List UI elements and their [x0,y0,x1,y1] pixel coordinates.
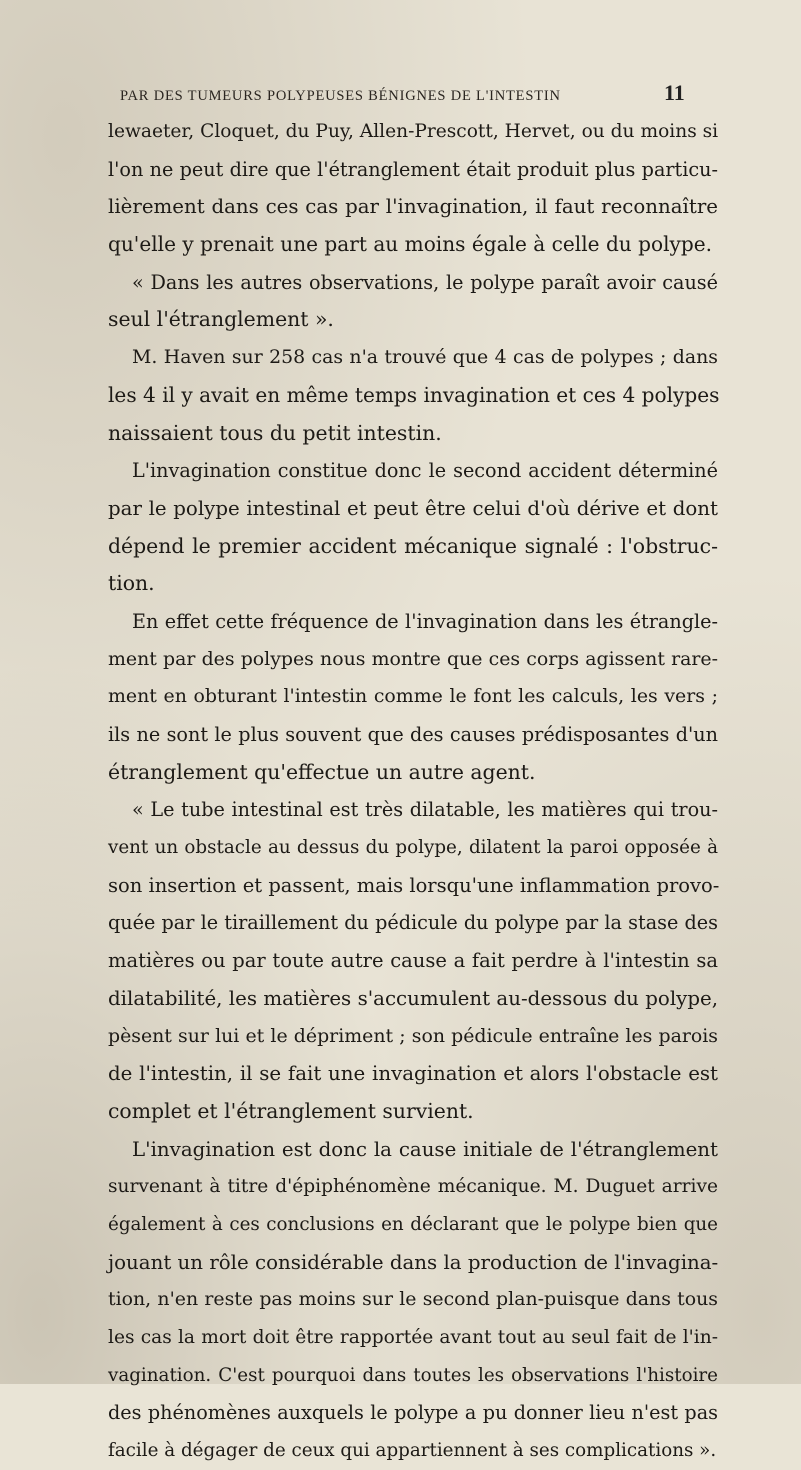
text-line: par le polype intestinal et peut être celui d'où dérive et dont [108,496,718,520]
text-line: dépend le premier accident mécanique signalé : l'obstruc- [108,533,718,558]
text-line: vent un obstacle au dessus du polype, dilatent la paroi opposée à [108,837,718,859]
text-line: les cas la mort doit être rapportée avant tout au seul fait de l'in- [108,1327,718,1348]
text-line: survenant à titre d'épiphénomène mécanique. M. Duguet arrive [108,1176,718,1198]
text-line: vagination. C'est pourquoi dans toutes les observations l'histoire [108,1364,718,1386]
text-line: ment en obturant l'intestin comme le font les calculs, les vers ; [108,685,718,708]
text-line: M. Haven sur 258 cas n'a trouvé que 4 cas de polypes ; dans [132,346,718,369]
text-line: tion. [108,571,155,596]
text-line: ils ne sont le plus souvent que des causes prédisposantes d'un [108,723,718,746]
text-line: « Dans les autres observations, le polype paraît avoir causé [132,270,718,294]
text-line: seul l'étranglement ». [108,307,334,332]
text-line: facile à dégager de ceux qui appartiennent à ses complications ». [108,1440,717,1462]
text-line: tion, n'en reste pas moins sur le second plan-puisque dans tous [108,1288,718,1311]
text-line: En effet cette fréquence de l'invagination dans les étrangle- [132,609,718,633]
text-line: les 4 il y avait en même temps invagination et ces 4 polypes [108,382,720,407]
running-title: PAR DES TUMEURS POLYPEUSES BÉNIGNES DE L'INTESTIN [120,88,561,104]
text-line: matières ou par toute autre cause a fait perdre à l'intestin sa [108,949,718,973]
text-line: pèsent sur lui et le dépriment ; son pédicule entraîne les parois [108,1024,718,1047]
text-line: l'on ne peut dire que l'étranglement était produit plus particu- [108,157,718,181]
text-line: dilatabilité, les matières s'accumulent au-dessous du polype, [108,986,718,1010]
text-line: complet et l'étranglement survient. [108,1098,474,1123]
text-line: ment par des polypes nous montre que ces corps agissent rare- [108,647,718,670]
text-line: de l'intestin, il se fait une invagination et alors l'obstacle est [108,1062,718,1086]
text-line: L'invagination constitue donc le second accident déterminé [132,459,718,483]
text-line: des phénomènes auxquels le polype a pu donner lieu n'est pas [108,1401,718,1425]
body-text [108,113,718,1470]
text-line: quée par le tiraillement du pédicule du polype par la stase des [108,911,718,935]
text-line: jouant un rôle considérable dans la production de l'invagina- [108,1250,719,1274]
text-line: également à ces conclusions en déclarant que le polype bien que [108,1213,718,1235]
page-number: 11 [664,80,685,105]
text-line: L'invagination est donc la cause initiale de l'étranglement [132,1137,718,1161]
text-line: lewaeter, Cloquet, du Puy, Allen-Prescott, Hervet, ou du moins si [108,121,719,142]
text-line: naissaient tous du petit intestin. [108,420,442,445]
text-line: son insertion et passent, mais lorsqu'une inflammation provo- [108,873,720,897]
text-line: étranglement qu'effectue un autre agent. [108,759,536,784]
text-line: qu'elle y prenait une part au moins égale à celle du polype. [108,232,713,257]
text-line: lièrement dans ces cas par l'invagination, il faut reconnaître [108,195,718,219]
text-line: « Le tube intestinal est très dilatable, les matières qui trou- [132,798,718,822]
